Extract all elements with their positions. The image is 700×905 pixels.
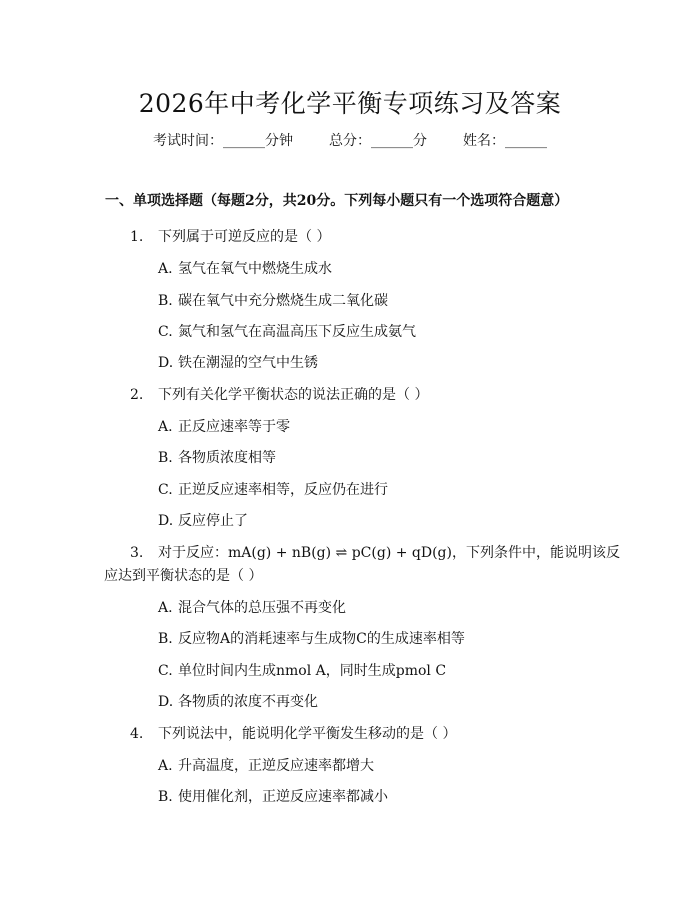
option-text: 使用催化剂，正逆反应速率都减小 <box>178 789 388 805</box>
question-3-continuation: 应达到平衡状态的是（ ） <box>104 568 263 584</box>
option-text: 混合气体的总压强不再变化 <box>178 600 346 616</box>
option-letter: B. <box>158 293 173 309</box>
question-4-option-a <box>158 755 374 775</box>
question-1-option-c <box>158 321 416 341</box>
question-1 <box>130 226 330 246</box>
option-letter: D. <box>158 513 174 529</box>
option-text: 反应停止了 <box>178 513 248 529</box>
question-3-option-c <box>158 660 446 680</box>
question-3-option-a <box>158 597 346 617</box>
option-letter: A. <box>158 261 173 277</box>
option-letter: C. <box>158 482 173 498</box>
option-text: 正反应速率等于零 <box>178 419 290 435</box>
question-2-option-c <box>158 479 388 499</box>
section-heading: 一、单项选择题（每题2分，共20分。下列每小题只有一个选项符合题意） <box>105 193 569 209</box>
option-text: 各物质的浓度不再变化 <box>178 694 318 710</box>
question-3 <box>130 542 620 562</box>
option-text: 升高温度，正逆反应速率都增大 <box>178 758 374 774</box>
question-4-option-b <box>158 786 388 806</box>
option-text: 反应物A的消耗速率与生成物C的生成速率相等 <box>178 631 465 647</box>
option-text: 氢气在氧气中燃烧生成水 <box>178 261 332 277</box>
option-letter: B. <box>158 450 173 466</box>
exam-info-line <box>0 130 700 150</box>
option-letter: B. <box>158 631 173 647</box>
option-text: 各物质浓度相等 <box>178 450 276 466</box>
question-4 <box>130 723 456 743</box>
question-2-option-d <box>158 510 248 530</box>
exam-time-label: 考试时间： <box>153 133 223 149</box>
option-text: 氮气和氢气在高温高压下反应生成氨气 <box>178 324 416 340</box>
option-text: 碳在氧气中充分燃烧生成二氧化碳 <box>178 293 388 309</box>
page-title: 2026年中考化学平衡专项练习及答案 <box>138 89 562 118</box>
exam-time-blank: ______ <box>223 133 265 149</box>
option-text: 正逆反应速率相等，反应仍在进行 <box>178 482 388 498</box>
question-stem: 下列属于可逆反应的是（ ） <box>158 229 331 245</box>
question-3-option-d <box>158 691 318 711</box>
option-letter: D. <box>158 355 174 371</box>
total-score-label: 总分： <box>329 133 371 149</box>
question-3-option-b <box>158 628 465 648</box>
question-number: 2. <box>130 387 144 403</box>
total-score-unit: 分 <box>413 133 427 149</box>
exam-time-field <box>153 130 293 150</box>
option-letter: D. <box>158 694 174 710</box>
option-letter: A. <box>158 758 173 774</box>
question-number: 1. <box>130 229 144 245</box>
total-score-blank: ______ <box>371 133 413 149</box>
exam-time-unit: 分钟 <box>265 133 293 149</box>
student-name-label: 姓名： <box>463 133 505 149</box>
question-number: 3. <box>130 545 144 561</box>
question-1-option-b <box>158 290 388 310</box>
question-2 <box>130 384 428 404</box>
option-letter: B. <box>158 789 173 805</box>
question-number: 4. <box>130 726 144 742</box>
option-letter: C. <box>158 663 173 679</box>
total-score-field <box>329 130 427 150</box>
question-2-option-a <box>158 416 290 436</box>
question-stem: 下列有关化学平衡状态的说法正确的是（ ） <box>158 387 429 403</box>
student-name-blank: ______ <box>505 133 547 149</box>
option-letter: A. <box>158 419 173 435</box>
option-letter: A. <box>158 600 173 616</box>
question-1-option-d <box>158 352 318 372</box>
option-letter: C. <box>158 324 173 340</box>
question-2-option-b <box>158 447 276 467</box>
question-stem: 下列说法中，能说明化学平衡发生移动的是（ ） <box>158 726 457 742</box>
option-text: 铁在潮湿的空气中生锈 <box>178 355 318 371</box>
student-name-field <box>463 130 547 150</box>
option-text: 单位时间内生成nmol A，同时生成pmol C <box>178 663 447 679</box>
question-stem: 对于反应：mA(g) + nB(g) ⇌ pC(g) + qD(g)，下列条件中，能说明该反 <box>158 545 620 561</box>
question-1-option-a <box>158 258 332 278</box>
